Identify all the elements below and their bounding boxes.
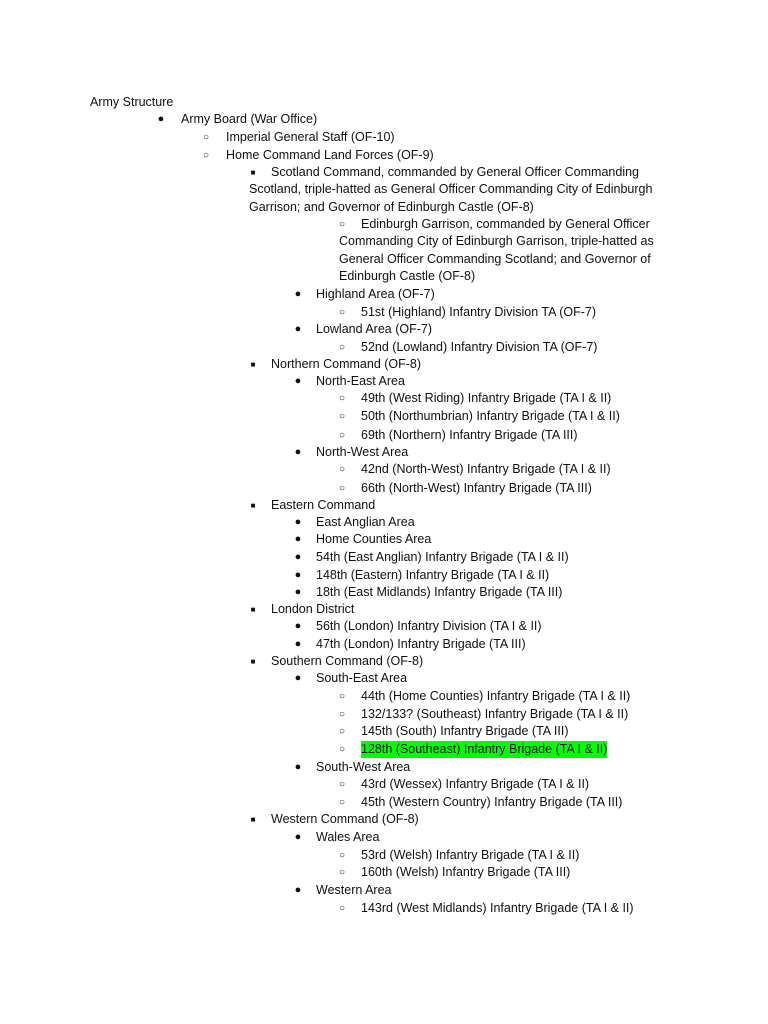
- bullet-disc-icon: ●: [294, 884, 302, 896]
- bullet-circle-icon: ○: [338, 691, 346, 702]
- list-item-nw-area: North-West Area: [316, 445, 409, 459]
- list-item-ne-area: North-East Area: [316, 374, 405, 388]
- list-item: 42nd (North-West) Infantry Brigade (TA I & II): [361, 462, 611, 476]
- bullet-disc-icon: ●: [294, 516, 302, 528]
- bullet-disc-icon: ●: [294, 375, 302, 387]
- list-item-london-district: London District: [271, 602, 355, 616]
- list-item: 143rd (West Midlands) Infantry Brigade (TA I & II): [361, 901, 634, 915]
- bullet-square-icon: ■: [250, 501, 256, 510]
- bullet-circle-icon: ○: [338, 219, 346, 230]
- list-item: 145th (South) Infantry Brigade (TA III): [361, 724, 569, 738]
- list-item-western-area: Western Area: [316, 883, 392, 897]
- document-title: Army Structure: [90, 95, 174, 109]
- list-item-edinburgh-garrison: Edinburgh Garrison, commanded by General Officer Commanding City of Edinburgh Garrison, triple-hatted as General Officer Commanding Scotland; and Governor of Edinburgh Castle (OF-8): [339, 217, 654, 283]
- bullet-circle-icon: ○: [202, 132, 210, 143]
- list-item: 43rd (Wessex) Infantry Brigade (TA I & II): [361, 777, 590, 791]
- list-item: 54th (East Anglian) Infantry Brigade (TA I & II): [316, 550, 569, 564]
- bullet-disc-icon: ●: [294, 288, 302, 300]
- bullet-square-icon: ■: [250, 815, 256, 824]
- bullet-circle-icon: ○: [338, 430, 346, 441]
- bullet-circle-icon: ○: [338, 411, 346, 422]
- bullet-square-icon: ■: [250, 605, 256, 614]
- list-item: 44th (Home Counties) Infantry Brigade (TA I & II): [361, 689, 631, 703]
- bullet-disc-icon: ●: [294, 586, 302, 598]
- list-item: 160th (Welsh) Infantry Brigade (TA III): [361, 865, 571, 879]
- list-item: 66th (North-West) Infantry Brigade (TA III): [361, 481, 592, 495]
- bullet-disc-icon: ●: [294, 533, 302, 545]
- list-item: 18th (East Midlands) Infantry Brigade (TA III): [316, 585, 563, 599]
- bullet-circle-icon: ○: [338, 726, 346, 737]
- list-item-lowland-area: Lowland Area (OF-7): [316, 322, 433, 336]
- list-item: 49th (West Riding) Infantry Brigade (TA I & II): [361, 391, 612, 405]
- list-item: 56th (London) Infantry Division (TA I & II): [316, 619, 542, 633]
- list-item-southern-command: Southern Command (OF-8): [271, 654, 424, 668]
- bullet-disc-icon: ●: [294, 638, 302, 650]
- bullet-circle-icon: ○: [338, 709, 346, 720]
- list-item-highlighted: 128th (Southeast) Infantry Brigade (TA I & II): [361, 742, 608, 756]
- list-item-igs: Imperial General Staff (OF-10): [226, 130, 395, 144]
- bullet-circle-icon: ○: [338, 483, 346, 494]
- bullet-disc-icon: ●: [294, 831, 302, 843]
- bullet-disc-icon: ●: [157, 113, 165, 125]
- bullet-circle-icon: ○: [202, 150, 210, 161]
- list-item-wales-area: Wales Area: [316, 830, 380, 844]
- list-item: 132/133? (Southeast) Infantry Brigade (TA I & II): [361, 707, 629, 721]
- bullet-circle-icon: ○: [338, 903, 346, 914]
- bullet-circle-icon: ○: [338, 393, 346, 404]
- list-item-scotland-command: Scotland Command, commanded by General Officer Commanding Scotland, triple-hatted as General Officer Commanding City of Edinburgh Garrison; and Governor of Edinburgh Castle (OF-8): [249, 165, 653, 214]
- list-item: 45th (Western Country) Infantry Brigade (TA III): [361, 795, 623, 809]
- bullet-disc-icon: ●: [294, 761, 302, 773]
- list-item-eastern-command: Eastern Command: [271, 498, 376, 512]
- list-item-highland-area: Highland Area (OF-7): [316, 287, 435, 301]
- list-item-northern-command: Northern Command (OF-8): [271, 357, 422, 371]
- list-item: East Anglian Area: [316, 515, 415, 529]
- bullet-circle-icon: ○: [338, 464, 346, 475]
- list-item-western-command: Western Command (OF-8): [271, 812, 419, 826]
- list-item-lowland-div: 52nd (Lowland) Infantry Division TA (OF-7): [361, 340, 598, 354]
- bullet-circle-icon: ○: [338, 867, 346, 878]
- list-item-hclf: Home Command Land Forces (OF-9): [226, 148, 434, 162]
- bullet-circle-icon: ○: [338, 850, 346, 861]
- bullet-circle-icon: ○: [338, 779, 346, 790]
- bullet-circle-icon: ○: [338, 744, 346, 755]
- list-item: Home Counties Area: [316, 532, 432, 546]
- bullet-circle-icon: ○: [338, 797, 346, 808]
- list-item: 50th (Northumbrian) Infantry Brigade (TA I & II): [361, 409, 620, 423]
- bullet-disc-icon: ●: [294, 569, 302, 581]
- bullet-square-icon: ■: [250, 360, 256, 369]
- bullet-disc-icon: ●: [294, 620, 302, 632]
- bullet-disc-icon: ●: [294, 551, 302, 563]
- bullet-circle-icon: ○: [338, 342, 346, 353]
- list-item-se-area: South-East Area: [316, 671, 408, 685]
- list-item-highland-div: 51st (Highland) Infantry Division TA (OF-7): [361, 305, 597, 319]
- bullet-disc-icon: ●: [294, 323, 302, 335]
- bullet-square-icon: ■: [250, 657, 256, 666]
- bullet-square-icon: ■: [250, 168, 256, 177]
- list-item: 47th (London) Infantry Brigade (TA III): [316, 637, 526, 651]
- list-item: 69th (Northern) Infantry Brigade (TA III): [361, 428, 578, 442]
- list-item-sw-area: South-West Area: [316, 760, 411, 774]
- list-item: 53rd (Welsh) Infantry Brigade (TA I & II): [361, 848, 580, 862]
- bullet-disc-icon: ●: [294, 672, 302, 684]
- list-item: 148th (Eastern) Infantry Brigade (TA I & II): [316, 568, 550, 582]
- bullet-circle-icon: ○: [338, 307, 346, 318]
- list-item-army-board: Army Board (War Office): [181, 112, 318, 126]
- bullet-disc-icon: ●: [294, 446, 302, 458]
